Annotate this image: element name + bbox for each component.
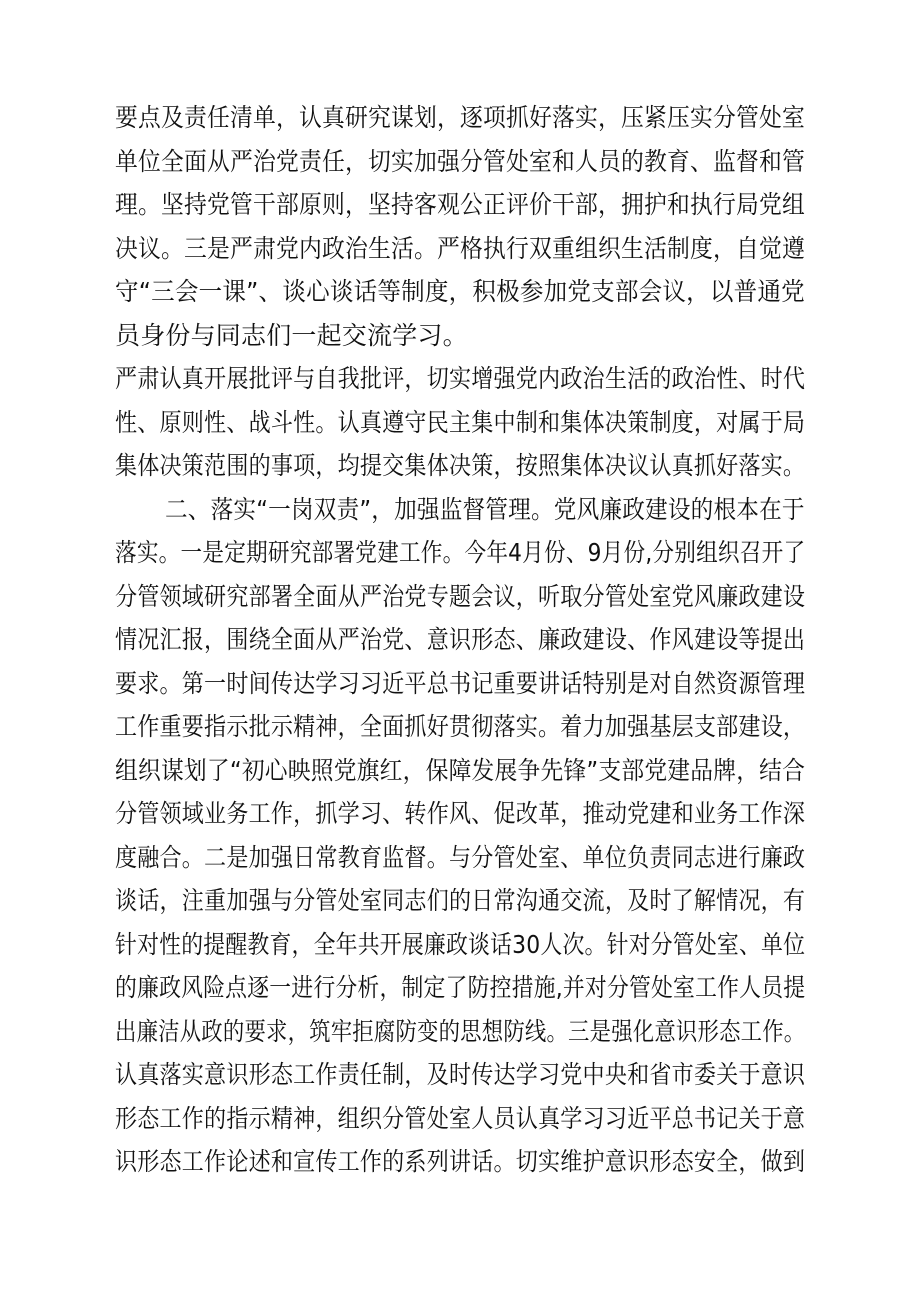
text-line: 决议。三是严肃党内政治生活。严格执行双重组织生活制度，自觉遵: [115, 234, 806, 263]
text-line: 认真落实意识形态工作责任制，及时传达学习党中央和省市委关于意识: [115, 1060, 806, 1089]
text-line: 集体决策范围的事项，均提交集体决策，按照集体决议认真抓好落实。: [115, 451, 806, 480]
text-line: 分管领域研究部署全面从严治党专题会议，听取分管处室党风廉政建设: [115, 582, 806, 611]
text-line: 工作重要指示批示精神，全面抓好贯彻落实。着力加强基层支部建设，: [115, 712, 806, 741]
text-line: 情况汇报，围绕全面从严治党、意识形态、廉政建设、作风建设等提出: [115, 625, 806, 654]
text-line: 谈话，注重加强与分管处室同志们的日常沟通交流，及时了解情况，有: [115, 886, 806, 915]
text-line: 组织谋划了“初心映照党旗红，保障发展争先锋”支部党建品牌，结合: [115, 756, 806, 785]
text-line: 性、原则性、战斗性。认真遵守民主集中制和集体决策制度，对属于局: [115, 408, 806, 437]
text-line: 的廉政风险点逐一进行分析，制定了防控措施,并对分管处室工作人员提: [115, 973, 806, 1002]
text-line: 守“三会一课”、谈心谈话等制度，积极参加党支部会议，以普通党: [115, 277, 805, 306]
text-line: 理。坚持党管干部原则，坚持客观公正评价干部，拥护和执行局党组: [115, 190, 806, 219]
text-line: 针对性的提醒教育，全年共开展廉政谈话30人次。针对分管处室、单位: [115, 930, 806, 959]
text-line: 要求。第一时间传达学习习近平总书记重要讲话特别是对自然资源管理: [115, 669, 806, 698]
text-line: 要点及责任清单，认真研究谋划，逐项抓好落实，压紧压实分管处室: [115, 103, 806, 132]
text-line: 度融合。二是加强日常教育监督。与分管处室、单位负责同志进行廉政: [115, 843, 806, 872]
text-line: 形态工作的指示精神，组织分管处室人员认真学习习近平总书记关于意: [115, 1104, 806, 1133]
text-line: 单位全面从严治党责任，切实加强分管处室和人员的教育、监督和管: [115, 147, 806, 176]
text-line: 分管领域业务工作，抓学习、转作风、促改革，推动党建和业务工作深: [115, 799, 806, 828]
text-line: 出廉洁从政的要求，筑牢拒腐防变的思想防线。三是强化意识形态工作。: [115, 1017, 806, 1046]
text-line: 员身份与同志们一起交流学习。: [115, 321, 468, 350]
text-line: 识形态工作论述和宣传工作的系列讲话。切实维护意识形态安全，做到: [115, 1147, 806, 1176]
text-line: 落实。一是定期研究部署党建工作。今年4月份、9月份,分别组织召开了: [115, 538, 806, 567]
text-line: 严肃认真开展批评与自我批评，切实增强党内政治生活的政治性、时代: [115, 364, 806, 393]
paragraph-first-line: 二、落实“一岗双责”，加强监督管理。党风廉政建设的根本在于: [165, 495, 805, 524]
